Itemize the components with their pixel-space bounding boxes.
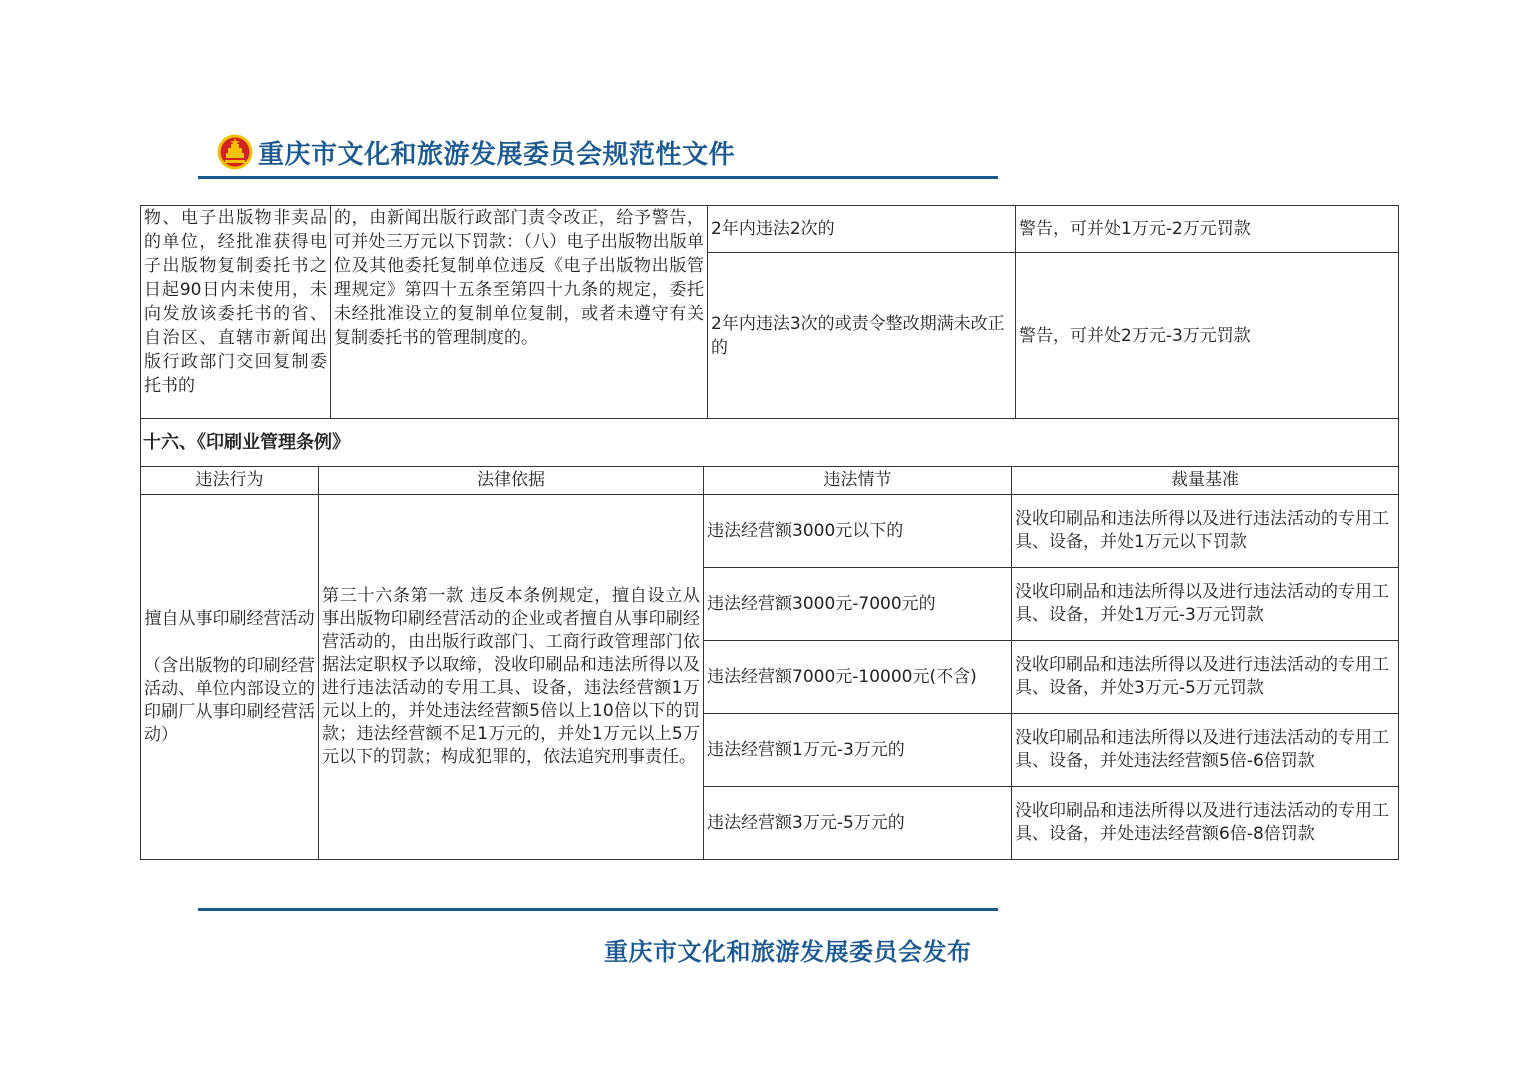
standard-cell: 没收印刷品和违法所得以及进行违法活动的专用工具、设备，并处3万元-5万元罚款 — [1012, 641, 1399, 714]
basis-cell: 的，由新闻出版行政部门责令改正，给予警告，可并处三万元以下罚款：（八）电子出版物出版单位及其他委托复制单位违反《电子出版物出版管理规定》第四十五条至第四十九条的规定，委托未经批准设立的复制单位复制，或者未遵守有关复制委托书的管理制度的。 — [331, 206, 708, 419]
printing-regulation-table — [140, 418, 1399, 860]
standard-cell: 没收印刷品和违法所得以及进行违法活动的专用工具、设备，并处1万元-3万元罚款 — [1012, 568, 1399, 641]
circumstance-cell: 违法经营额3000元-7000元的 — [704, 568, 1012, 641]
standard-cell: 没收印刷品和违法所得以及进行违法活动的专用工具、设备，并处违法经营额6倍-8倍罚款 — [1012, 787, 1399, 860]
footer-publisher: 重庆市文化和旅游发展委员会发布 — [604, 937, 972, 966]
circumstance-cell: 2年内违法3次的或责令整改期满未改正的 — [708, 253, 1016, 419]
national-emblem-icon — [216, 133, 254, 171]
standard-cell: 警告，可并处1万元-2万元罚款 — [1016, 206, 1399, 253]
column-header: 违法情节 — [704, 467, 1012, 495]
column-header: 裁量基准 — [1012, 467, 1399, 495]
basis-cell: 第三十六条第一款 违反本条例规定，擅自设立从事出版物印刷经营活动的企业或者擅自从事印刷经营活动的，由出版行政部门、工商行政管理部门依据法定职权予以取缔，没收印刷品和违法所得以及进行违法活动的专用工具、设备，违法经营额1万元以上的，并处违法经营额5倍以上10倍以下的罚款；违法经营额不足1万元的，并处1万元以上5万元以下的罚款；构成犯罪的，依法追究刑事责任。 — [319, 495, 704, 860]
circumstance-cell: 违法经营额3000元以下的 — [704, 495, 1012, 568]
section-title: 十六、《印刷业管理条例》 — [141, 419, 1399, 467]
standard-cell: 警告，可并处2万元-3万元罚款 — [1016, 253, 1399, 419]
header-title: 重庆市文化和旅游发展委员会规范性文件 — [258, 140, 736, 170]
behavior-cell — [141, 495, 319, 860]
behavior-note: （含出版物的印刷经营活动、单位内部设立的印刷厂从事印刷经营活动） — [144, 655, 315, 745]
behavior-text: 擅自从事印刷经营活动 — [144, 608, 315, 629]
header-divider — [198, 176, 998, 179]
column-header: 法律依据 — [319, 467, 704, 495]
circumstance-cell: 2年内违法2次的 — [708, 206, 1016, 253]
column-header: 违法行为 — [141, 467, 319, 495]
behavior-cell: 物、电子出版物非卖品的单位，经批准获得电子出版物复制委托书之日起90日内未使用，未向发放该委托书的省、自治区、直辖市新闻出版行政部门交回复制委托书的 — [141, 206, 331, 419]
circumstance-cell: 违法经营额7000元-10000元(不含) — [704, 641, 1012, 714]
footer-divider — [198, 908, 998, 911]
standard-cell: 没收印刷品和违法所得以及进行违法活动的专用工具、设备，并处1万元以下罚款 — [1012, 495, 1399, 568]
standard-cell: 没收印刷品和违法所得以及进行违法活动的专用工具、设备，并处违法经营额5倍-6倍罚款 — [1012, 714, 1399, 787]
circumstance-cell: 违法经营额3万元-5万元的 — [704, 787, 1012, 860]
circumstance-cell: 违法经营额1万元-3万元的 — [704, 714, 1012, 787]
continuation-table — [140, 205, 1399, 419]
